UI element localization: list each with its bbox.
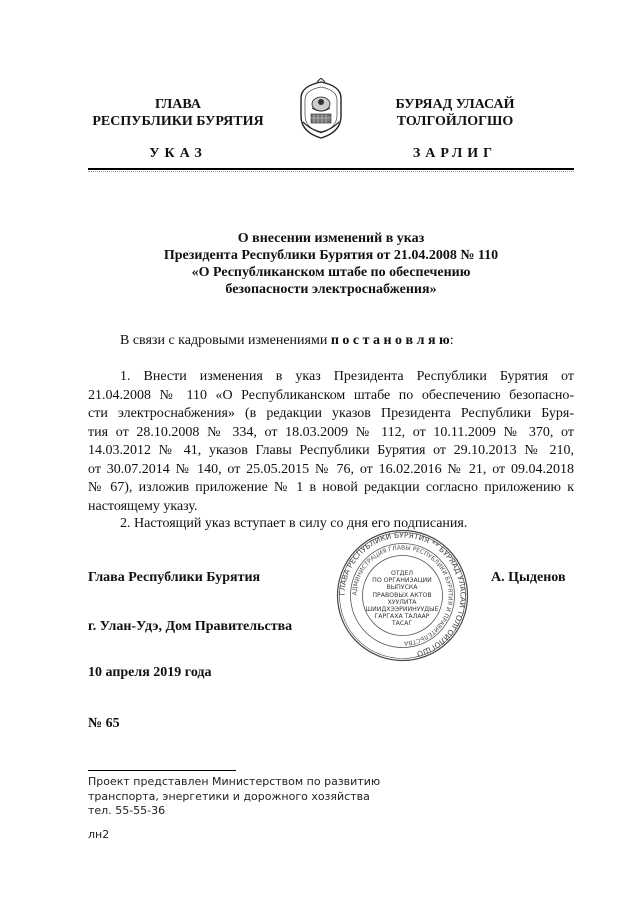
stamp-line: ГАРГАХА ТАЛААР	[374, 613, 430, 621]
item1-line: № 67), изложив приложение № 1 в новой редакции согласно приложению к	[88, 480, 574, 495]
stamp-line: ОТДЕЛ	[390, 570, 414, 577]
footer-code: лн2	[88, 828, 110, 841]
header-divider	[88, 168, 574, 170]
item1-line: сти электроснабжения» (в редакции указов Президента Республики Буря-	[88, 406, 574, 421]
signatory-position: Глава Республики Бурятия	[88, 570, 261, 585]
item1-line: 14.03.2012 № 41, указов Главы Республики Бурятия от 29.10.2013 № 210,	[88, 443, 574, 458]
item1-line: настоящему указу.	[88, 498, 198, 514]
decree-number: № 65	[88, 716, 120, 731]
header-left	[88, 96, 268, 130]
signatory-name: А. Цыденов	[491, 570, 566, 585]
stamp-ring-inner: АДМИНИСТРАЦИЯ ГЛАВЫ РЕСПУБЛИКИ БУРЯТИЯ И ПРАВИТЕЛЬСТВА	[351, 544, 454, 647]
header-left-line2: РЕСПУБЛИКИ БУРЯТИЯ	[92, 114, 264, 129]
doc-type-right: ЗАРЛИГ	[412, 146, 498, 161]
footer-line2: транспорта, энергетики и дорожного хозяйства	[88, 789, 370, 803]
item-2	[88, 515, 574, 534]
header-right	[380, 96, 530, 130]
document-title	[88, 230, 574, 298]
title-line2: Президента Республики Бурятия от 21.04.2008 № 110	[163, 248, 499, 263]
header-left-line1: ГЛАВА	[155, 97, 201, 112]
stamp-line: ВЫПУСКА	[386, 584, 418, 592]
stamp-center-text	[357, 570, 447, 628]
header-divider-dotted	[88, 171, 574, 172]
signing-place: г. Улан-Удэ, Дом Правительства	[88, 619, 293, 634]
title-line1: О внесении изменений в указ	[237, 231, 425, 246]
footer-divider	[88, 770, 236, 771]
preamble	[88, 332, 574, 351]
header-right-line1: БУРЯАД УЛАСАЙ	[395, 97, 515, 112]
stamp-line: ТАСАГ	[391, 620, 413, 628]
title-line3: «О Республиканском штабе по обеспечению	[191, 265, 471, 280]
stamp-line: ХУУЛИТА	[387, 598, 417, 606]
stamp-line: ПО ОРГАНИЗАЦИИ	[372, 577, 432, 585]
item1-line: тия от 28.10.2008 № 334, от 18.03.2009 № 112, от 10.11.2009 № 370, от	[88, 424, 574, 440]
item1-line: 1. Внести изменения в указ Президента Республики Бурятия от	[120, 369, 574, 384]
footer-note	[88, 775, 380, 819]
title-line4: безопасности электроснабжения»	[225, 282, 437, 297]
item-1	[88, 368, 574, 516]
stamp-line: ПРАВОВЫХ АКТОВ	[372, 591, 432, 599]
stamp-line: ШИИДХЭЭРИИНУУДЫЕ	[365, 606, 439, 614]
preamble-emphasis: п о с т а н о в л я ю	[330, 333, 450, 348]
footer-line3: тел. 55-55-36	[88, 804, 166, 817]
doc-type-left: УКАЗ	[149, 146, 207, 161]
preamble-text: В связи с кадровыми изменениями	[120, 333, 331, 348]
item1-line: 21.04.2008 № 110 «О Республиканском штабе по обеспечению безопасно-	[88, 387, 574, 403]
preamble-suffix: :	[449, 333, 454, 348]
header-right-line2: ТОЛГОЙЛОГШО	[396, 114, 514, 129]
signing-date: 10 апреля 2019 года	[88, 665, 212, 680]
coat-of-arms-icon	[297, 78, 345, 140]
item1-line: от 30.07.2014 № 140, от 25.05.2015 № 76, от 16.02.2016 № 21, от 09.04.2018	[88, 461, 574, 477]
item2-text: 2. Настоящий указ вступает в силу со дня его подписания.	[120, 516, 468, 531]
stamp-ring-outer: ГЛАВА РЕСПУБЛИКИ БУРЯТИЯ ** БУРЯАД УЛАСАЙ ТОЛГОЙЛОГШО	[337, 530, 468, 659]
footer-line1: Проект представлен Министерством по развитию	[88, 775, 381, 788]
